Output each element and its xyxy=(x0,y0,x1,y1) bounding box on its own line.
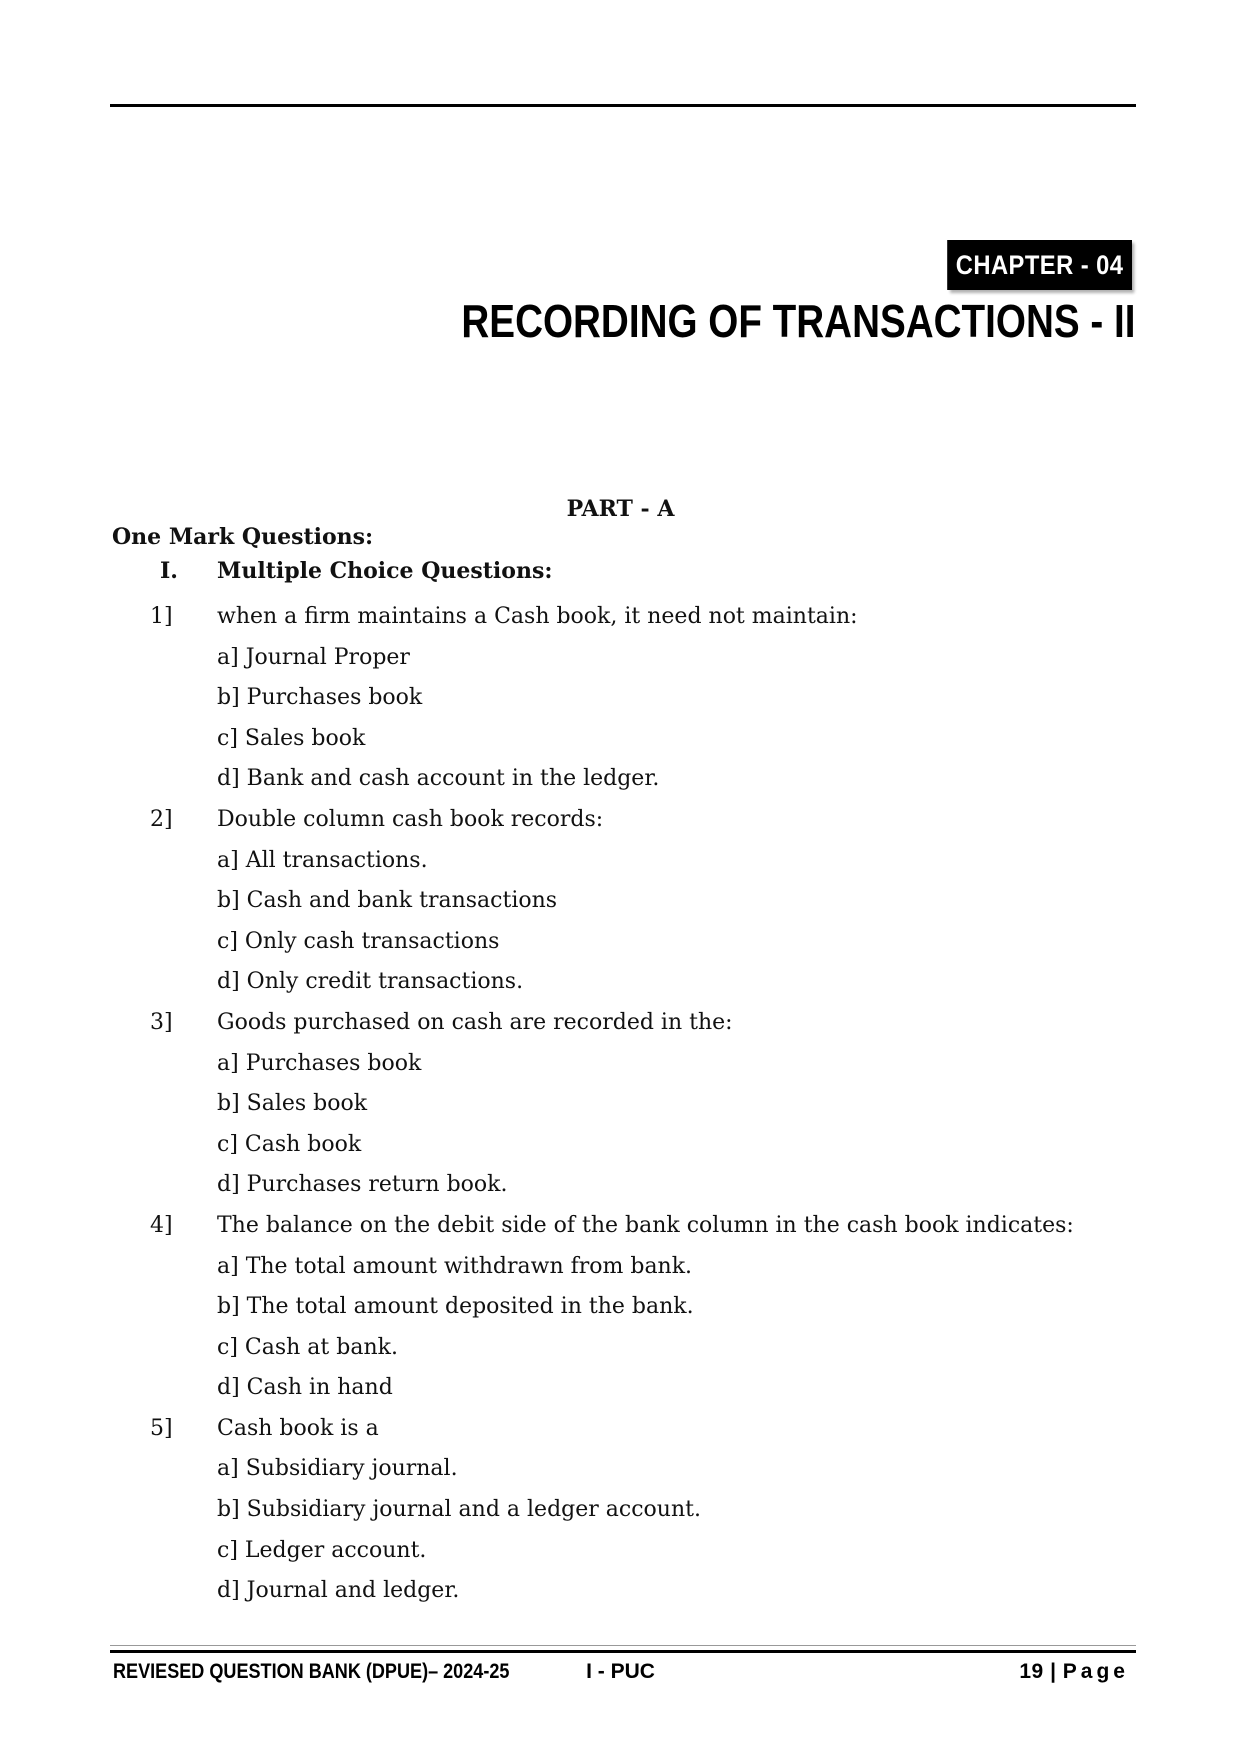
top-rule xyxy=(110,104,1136,107)
option-a: a] Journal Proper xyxy=(217,644,410,670)
question-row xyxy=(150,1206,1140,1247)
question-text: when a firm maintains a Cash book, it need not maintain: xyxy=(217,604,858,629)
part-heading: PART - A xyxy=(566,496,675,522)
option-d: d] Only credit transactions. xyxy=(217,969,524,995)
option-d: d] Cash in hand xyxy=(217,1375,393,1401)
option-c: c] Cash at bank. xyxy=(217,1334,398,1360)
question-block xyxy=(150,597,1140,800)
option-c: c] Cash book xyxy=(217,1131,362,1157)
option-b: b] The total amount deposited in the bank. xyxy=(217,1294,694,1320)
question-row xyxy=(150,1003,1140,1044)
option-d: d] Purchases return book. xyxy=(217,1172,508,1198)
chapter-title: RECORDING OF TRANSACTIONS - II xyxy=(460,295,1135,347)
question-text: Goods purchased on cash are recorded in the: xyxy=(217,1009,733,1035)
option-b: b] Sales book xyxy=(217,1091,368,1117)
question-number: 1] xyxy=(150,604,173,629)
option-a: a] All transactions. xyxy=(217,847,428,873)
page-number: 19 xyxy=(1019,1660,1044,1683)
option-a: a] Subsidiary journal. xyxy=(217,1456,458,1482)
option-d: d] Journal and ledger. xyxy=(217,1578,460,1604)
subsection-number: I. xyxy=(160,558,178,584)
question-row xyxy=(150,800,1140,841)
option-b: b] Purchases book xyxy=(217,685,423,711)
option-a: a] Purchases book xyxy=(217,1050,422,1076)
footer-rule-thin xyxy=(110,1645,1136,1646)
subsection-title: Multiple Choice Questions: xyxy=(217,558,553,584)
question-block xyxy=(150,1206,1140,1409)
question-number: 3] xyxy=(150,1009,173,1035)
option-c: c] Sales book xyxy=(217,725,366,751)
footer-page-number xyxy=(1019,1660,1129,1690)
option-d: d] Bank and cash account in the ledger. xyxy=(217,766,660,792)
footer-document-title: REVIESED QUESTION BANK (DPUE)– 2024-25 xyxy=(113,1660,510,1683)
option-b: b] Cash and bank transactions xyxy=(217,888,558,914)
question-text: The balance on the debit side of the bank column in the cash book indicates: xyxy=(217,1212,1074,1238)
option-b: b] Subsidiary journal and a ledger account. xyxy=(217,1497,701,1523)
question-text: Double column cash book records: xyxy=(217,806,604,832)
section-heading: One Mark Questions: xyxy=(112,524,374,550)
question-row xyxy=(150,597,1140,638)
question-row xyxy=(150,1409,1140,1450)
question-block xyxy=(150,1003,1140,1206)
question-number: 5] xyxy=(150,1415,173,1441)
chapter-badge: CHAPTER - 04 xyxy=(947,240,1132,290)
question-block xyxy=(150,800,1140,1003)
option-c: c] Only cash transactions xyxy=(217,928,500,954)
option-a: a] The total amount withdrawn from bank. xyxy=(217,1253,693,1279)
question-number: 4] xyxy=(150,1212,173,1238)
page-label: Page xyxy=(1062,1660,1129,1683)
footer-rule xyxy=(110,1650,1136,1653)
footer-class-label: I - PUC xyxy=(586,1660,655,1683)
option-c: c] Ledger account. xyxy=(217,1537,427,1563)
question-list xyxy=(150,597,1140,1612)
page-separator: | xyxy=(1050,1660,1057,1683)
question-number: 2] xyxy=(150,806,173,832)
question-text: Cash book is a xyxy=(217,1415,379,1441)
subsection-heading xyxy=(160,558,552,584)
question-block xyxy=(150,1409,1140,1612)
